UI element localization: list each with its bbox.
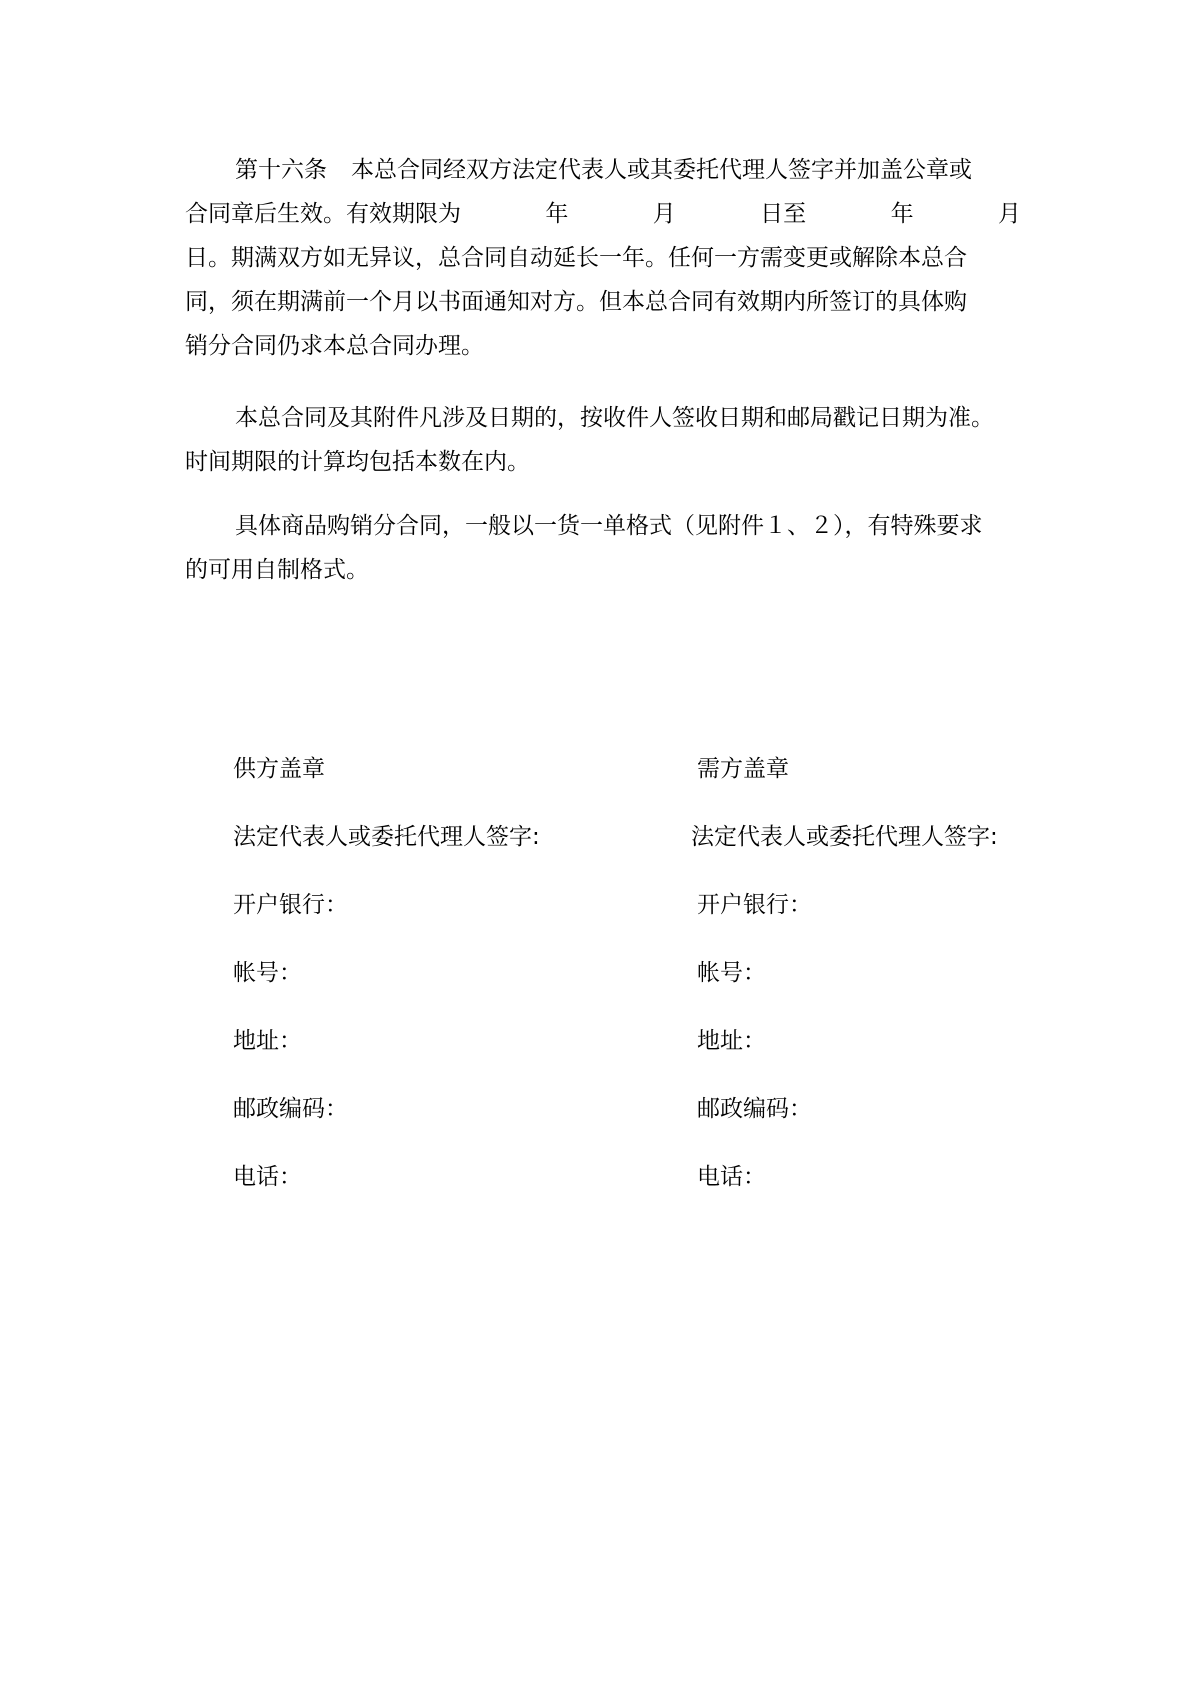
buyer-postcode-label: 邮政编码： [697,1096,812,1122]
validity-start-day-to: 日至 [760,201,807,227]
buyer-address-label: 地址： [697,1028,766,1054]
article-16-paragraph [185,148,1021,368]
format-clause-line-2: 的可用自制格式。 [185,557,369,583]
buyer-phone-label: 电话： [697,1164,766,1190]
supplier-address-label: 地址： [233,1028,302,1054]
article-16-text: 本总合同经双方法定代表人或其委托代理人签字并加盖公章或 [351,157,972,183]
buyer-seal-label: 需方盖章 [697,756,789,782]
supplier-account-label: 帐号： [233,960,302,986]
dates-clause-paragraph [185,396,1021,484]
supplier-representative-label: 法定代表人或委托代理人签字: [233,824,540,850]
format-clause-text: 具体商品购销分合同，一般以一货一单格式（见附件１、２），有特殊要求 [235,513,983,539]
article-16-line-1 [185,148,1021,192]
dates-clause-line-1 [185,396,1021,440]
dates-clause-line-2: 时间期限的计算均包括本数在内。 [185,449,530,475]
article-16-line-2 [185,192,1021,236]
article-16-line-3: 日。期满双方如无异议，总合同自动延长一年。任何一方需变更或解除本总合 [185,245,967,271]
validity-end-year: 年 [890,201,914,227]
buyer-bank-label: 开户银行： [697,892,812,918]
supplier-bank-label: 开户银行： [233,892,348,918]
supplier-phone-label: 电话： [233,1164,302,1190]
article-16-line-4: 同，须在期满前一个月以书面通知对方。但本总合同有效期内所签订的具体购 [185,289,967,315]
supplier-seal-label: 供方盖章 [233,756,325,782]
validity-prefix: 合同章后生效。有效期限为 [185,201,461,227]
dates-clause-text: 本总合同及其附件凡涉及日期的，按收件人签收日期和邮局戳记日期为准。 [235,405,994,431]
buyer-representative-label: 法定代表人或委托代理人签字: [691,824,998,850]
validity-end-month: 月 [997,201,1021,227]
format-clause-line-1 [185,504,1021,548]
buyer-account-label: 帐号： [697,960,766,986]
article-16-line-5: 销分合同仍求本总合同办理。 [185,333,484,359]
validity-start-year: 年 [545,201,569,227]
format-clause-paragraph [185,504,1021,592]
validity-start-month: 月 [652,201,676,227]
article-16-label: 第十六条 [235,157,327,183]
supplier-postcode-label: 邮政编码： [233,1096,348,1122]
